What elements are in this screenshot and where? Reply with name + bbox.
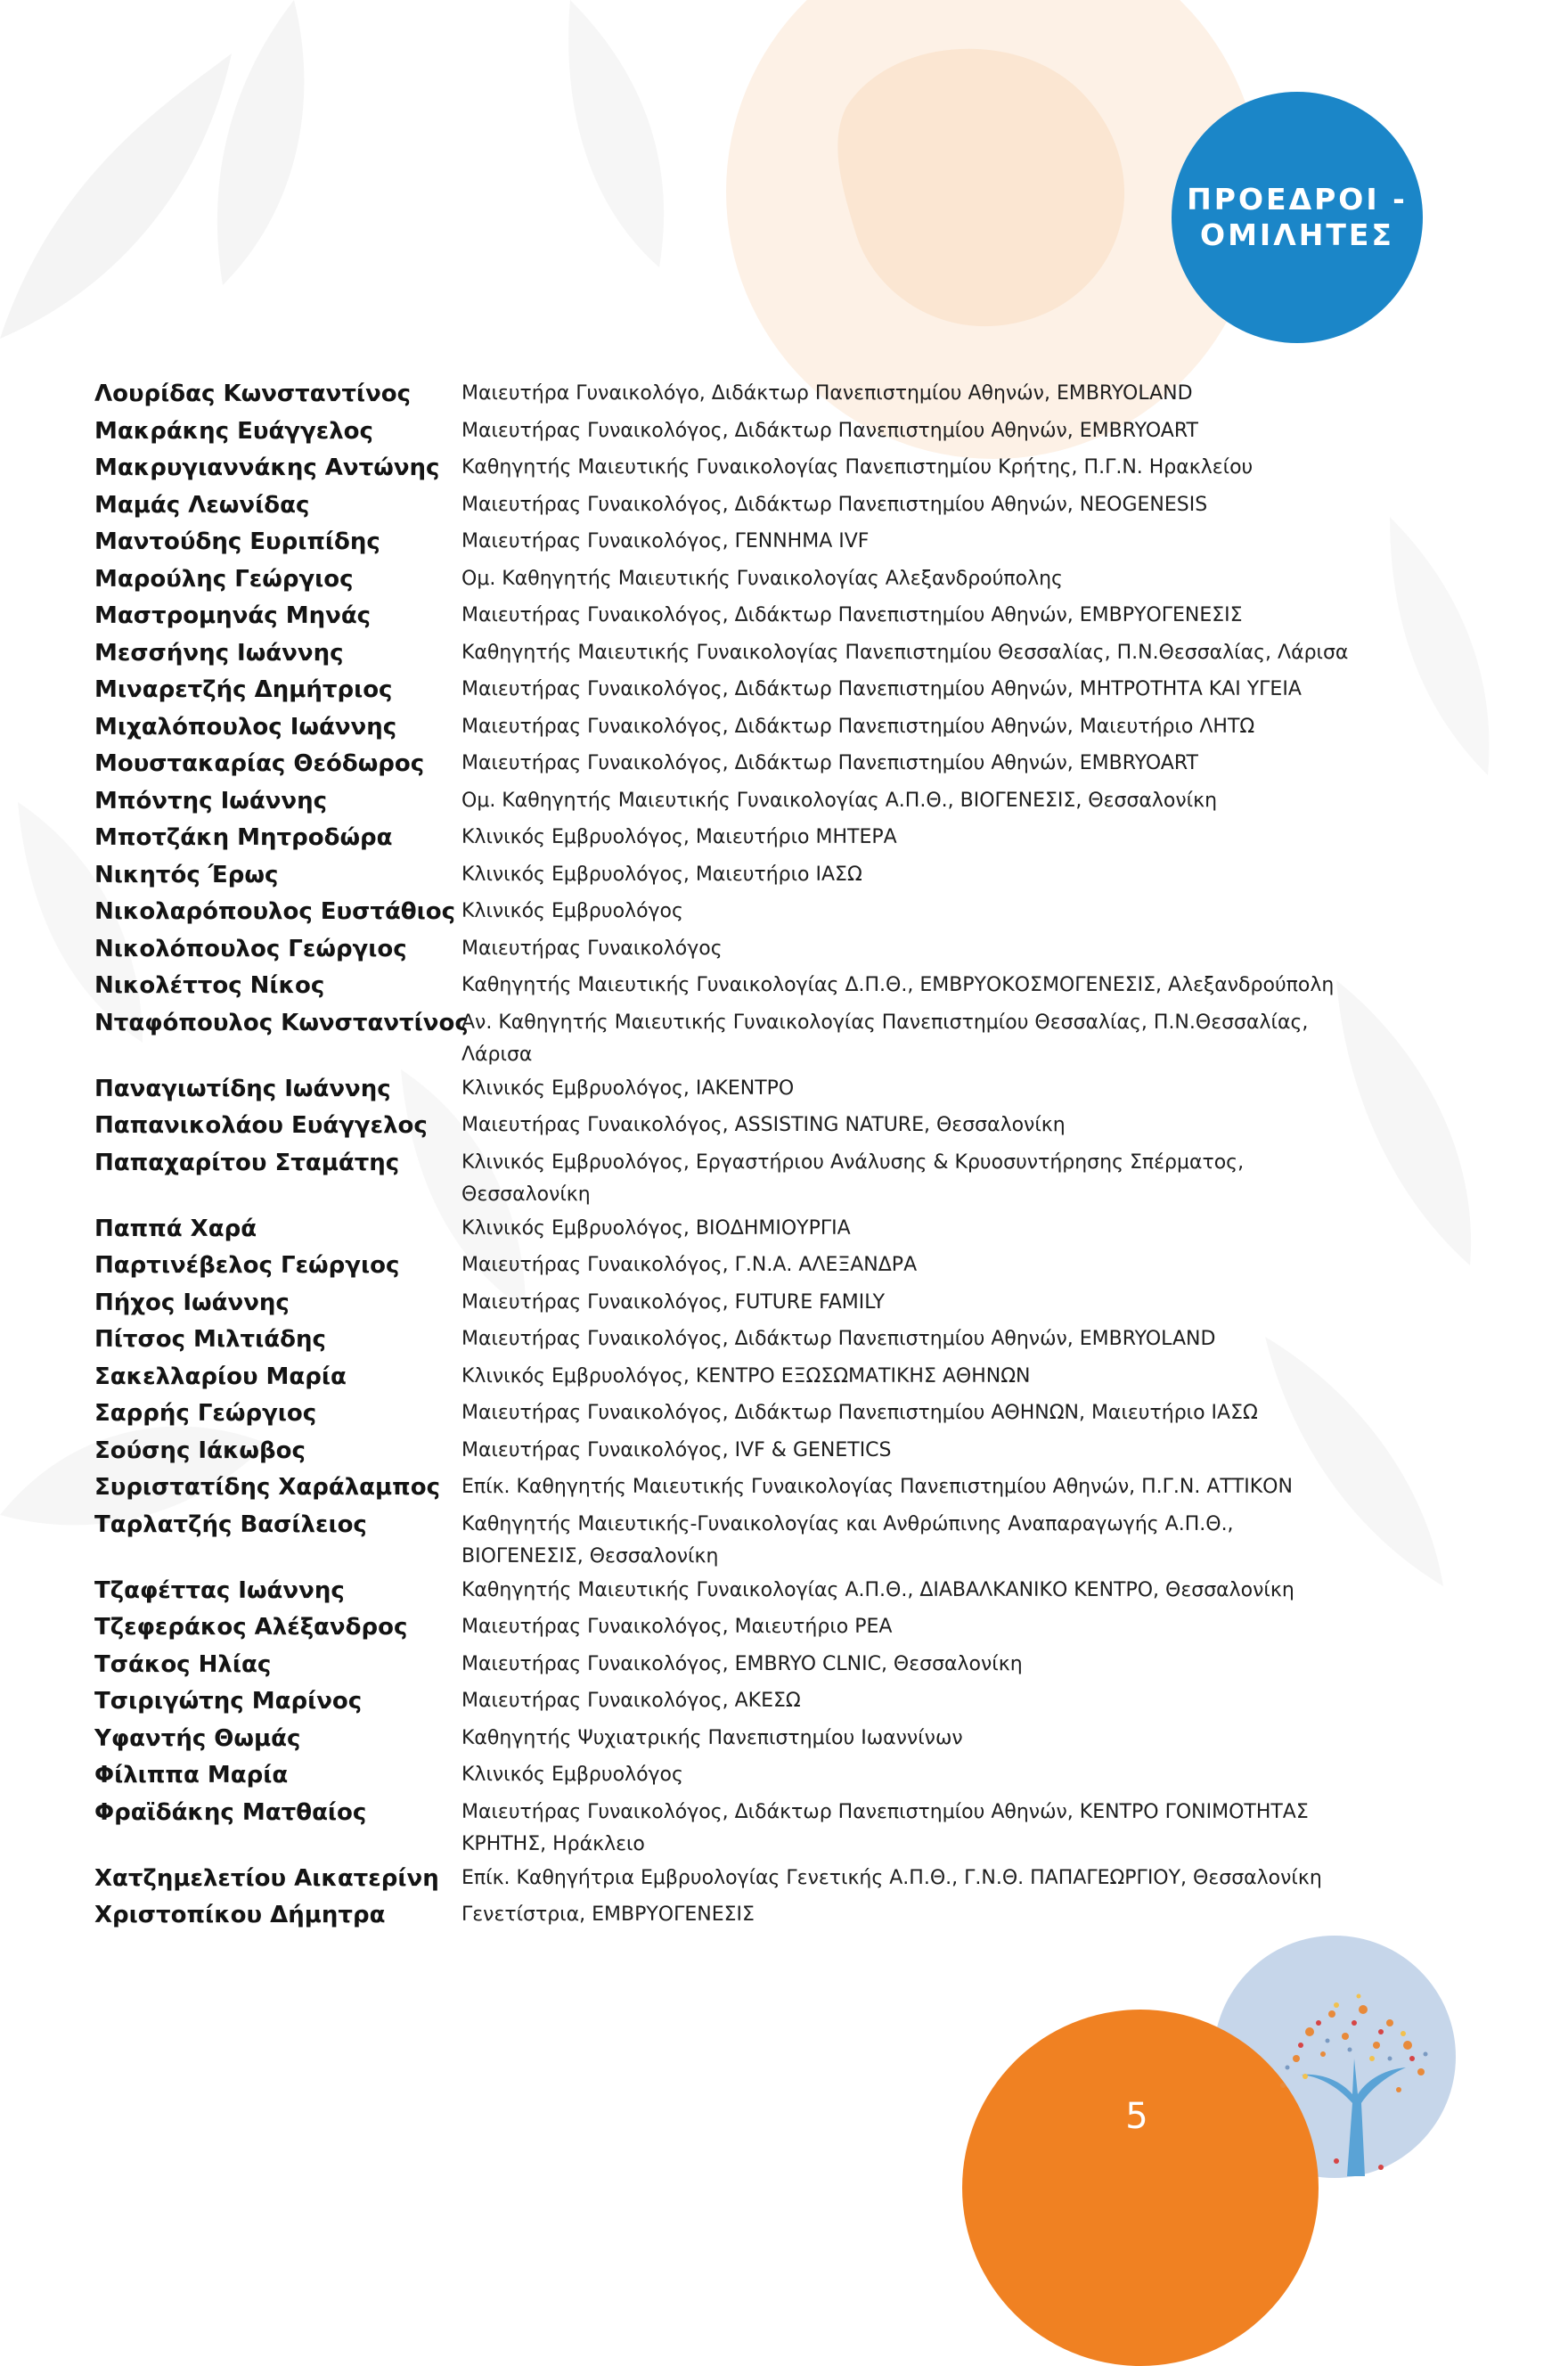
speaker-row: [94, 1005, 1360, 1071]
speaker-name: Νικητός Έρως: [94, 861, 279, 888]
speaker-affiliation: Μαιευτήρας Γυναικολόγος, Διδάκτωρ Πανεπιστημίου Αθηνών, ΚΕΝΤΡΟ ΓΟΝΙΜΟΤΗΤΑΣ ΚΡΗΤΗΣ, Ηράκλειο: [461, 1800, 1309, 1855]
speaker-affiliation: Γενετίστρια, ΕΜΒΡΥΟΓΕΝΕΣΙΣ: [461, 1903, 755, 1926]
speaker-affiliation: Επίκ. Καθηγητής Μαιευτικής Γυναικολογίας Πανεπιστημίου Αθηνών, Π.Γ.Ν. ΑΤΤΙΚΟΝ: [461, 1476, 1293, 1498]
speaker-name: Νικολόπουλος Γεώργιος: [94, 935, 407, 962]
speaker-row: [94, 1071, 1360, 1109]
speaker-name: Μιναρετζής Δημήτριος: [94, 676, 393, 703]
speaker-affiliation: Μαιευτήρας Γυναικολόγος, Γ.Ν.Α. ΑΛΕΞΑΝΔΡΑ: [461, 1254, 918, 1276]
speaker-name: Πήχος Ιωάννης: [94, 1289, 290, 1316]
speaker-row: [94, 1647, 1360, 1684]
speaker-affiliation: Μαιευτήρας Γυναικολόγος, Διδάκτωρ Πανεπιστημίου Αθηνών, EMBRYOLAND: [461, 1328, 1216, 1350]
speaker-row: [94, 1897, 1360, 1935]
speaker-row: [94, 746, 1360, 783]
speaker-row: [94, 672, 1360, 709]
speaker-row: [94, 561, 1360, 599]
speaker-row: [94, 1248, 1360, 1285]
speaker-affiliation: Μαιευτήρας Γυναικολόγος, Μαιευτήριο ΡΕΑ: [461, 1616, 893, 1638]
speaker-name: Σακελλαρίου Μαρία: [94, 1363, 347, 1390]
speaker-affiliation: Καθηγητής Ψυχιατρικής Πανεπιστημίου Ιωαννίνων: [461, 1726, 963, 1749]
speaker-affiliation: Καθηγητής Μαιευτικής Γυναικολογίας Δ.Π.Θ., ΕΜΒΡΥΟΚΟΣΜΟΓΕΝΕΣΙΣ, Αλεξανδρούπολη: [461, 974, 1335, 996]
speaker-name: Μακρυγιαννάκης Αντώνης: [94, 454, 440, 481]
speaker-name: Λουρίδας Κωνσταντίνος: [94, 381, 412, 407]
speaker-name: Τζεφεράκος Αλέξανδρος: [94, 1614, 408, 1641]
speaker-affiliation: Καθηγητής Μαιευτικής Γυναικολογίας Πανεπιστημίου Θεσσαλίας, Π.Ν.Θεσσαλίας, Λάρισα: [461, 641, 1349, 664]
speaker-row: [94, 1108, 1360, 1145]
speaker-name: Μακράκης Ευάγγελος: [94, 417, 373, 445]
speaker-name: Νικολέττος Νίκος: [94, 972, 325, 999]
speaker-affiliation: Κλινικός Εμβρυολόγος, Μαιευτήριο ΙΑΣΩ: [461, 863, 862, 886]
speaker-name: Χατζημελετίου Αικατερίνη: [94, 1864, 439, 1892]
speaker-row: [94, 1433, 1360, 1470]
speaker-row: [94, 1396, 1360, 1433]
speaker-name: Συριστατίδης Χαράλαμπος: [94, 1474, 440, 1501]
speaker-row: [94, 487, 1360, 525]
speaker-row: [94, 1795, 1360, 1861]
speaker-affiliation: Επίκ. Καθηγήτρια Εμβρυολογίας Γενετικής Α.Π.Θ., Γ.Ν.Θ. ΠΑΠΑΓΕΩΡΓΙΟΥ, Θεσσαλονίκη: [461, 1866, 1322, 1889]
speaker-row: [94, 783, 1360, 821]
speaker-row: [94, 820, 1360, 857]
speaker-row: [94, 450, 1360, 487]
speaker-affiliation: Μαιευτήρας Γυναικολόγος, ΓΕΝΝΗΜΑ IVF: [461, 530, 870, 553]
speaker-name: Τσάκος Ηλίας: [94, 1650, 272, 1678]
speaker-affiliation: Μαιευτήρας Γυναικολόγος, FUTURE FAMILY: [461, 1290, 886, 1314]
speaker-affiliation: Καθηγητής Μαιευτικής-Γυναικολογίας και Ανθρώπινης Αναπαραγωγής Α.Π.Θ., ΒΙΟΓΕΝΕΣΙΣ, Θεσσαλονίκη: [461, 1512, 1234, 1568]
speaker-name: Παππά Χαρά: [94, 1215, 257, 1242]
speaker-affiliation: Καθηγητής Μαιευτικής Γυναικολογίας Α.Π.Θ., ΔΙΑΒΑΛΚΑΝΙΚΟ ΚΕΝΤΡΟ, Θεσσαλονίκη: [461, 1578, 1294, 1601]
speaker-roster: [94, 376, 1360, 1935]
speaker-name: Φραϊδάκης Ματθαίος: [94, 1798, 367, 1826]
speaker-name: Τσιριγώτης Μαρίνος: [94, 1688, 363, 1715]
speaker-affiliation: Καθηγητής Μαιευτικής Γυναικολογίας Πανεπιστημίου Κρήτης, Π.Γ.Ν. Ηρακλείου: [461, 456, 1254, 479]
speaker-name: Μουστακαρίας Θεόδωρος: [94, 750, 425, 777]
speaker-name: Μαμάς Λεωνίδας: [94, 491, 310, 519]
speaker-affiliation: Μαιευτήρας Γυναικολόγος, ASSISTING NATURE, Θεσσαλονίκη: [461, 1114, 1066, 1136]
speaker-name: Μιχαλόπουλος Ιωάννης: [94, 713, 397, 741]
speaker-row: [94, 1285, 1360, 1322]
speaker-row: [94, 1573, 1360, 1610]
speaker-name: Μαστρομηνάς Μηνάς: [94, 602, 372, 629]
speaker-row: [94, 524, 1360, 561]
speaker-name: Ταρλατζής Βασίλειος: [94, 1510, 367, 1538]
speaker-name: Παπαχαρίτου Σταμάτης: [94, 1149, 400, 1176]
speaker-affiliation: Μαιευτήρας Γυναικολόγος, Διδάκτωρ Πανεπιστημίου ΑΘΗΝΩΝ, Μαιευτήριο ΙΑΣΩ: [461, 1402, 1258, 1424]
speaker-row: [94, 1507, 1360, 1573]
speaker-name: Παναγιωτίδης Ιωάννης: [94, 1075, 391, 1102]
speaker-row: [94, 598, 1360, 635]
speaker-affiliation: Μαιευτήρας Γυναικολόγος, Διδάκτωρ Πανεπιστημίου Αθηνών, ΜΗΤΡΟΤΗΤΑ ΚΑΙ ΥΓΕΙΑ: [461, 678, 1302, 700]
speaker-row: [94, 376, 1360, 413]
speaker-affiliation: Μαιευτήρας Γυναικολόγος, IVF & GENETICS: [461, 1438, 892, 1461]
speaker-name: Μαντούδης Ευριπίδης: [94, 528, 380, 555]
speaker-affiliation: Κλινικός Εμβρυολόγος, Μαιευτήριο ΜΗΤΕΡΑ: [461, 826, 897, 848]
speaker-name: Μεσσήνης Ιωάννης: [94, 639, 344, 667]
speaker-affiliation: Κλινικός Εμβρυολόγος, ΒΙΟΔΗΜΙΟΥΡΓΙΑ: [461, 1216, 851, 1240]
speaker-row: [94, 1145, 1360, 1211]
speaker-name: Μπόντης Ιωάννης: [94, 787, 328, 815]
speaker-row: [94, 1757, 1360, 1795]
speaker-name: Πίτσος Μιλτιάδης: [94, 1326, 326, 1353]
section-title-line1: ΠΡΟΕΔΡΟΙ -: [1187, 182, 1408, 217]
speaker-affiliation: Μαιευτήρας Γυναικολόγος, Διδάκτωρ Πανεπιστημίου Αθηνών, NEOGENESIS: [461, 493, 1208, 516]
speaker-affiliation: Μαιευτήρας Γυναικολόγος: [461, 937, 723, 960]
speaker-name: Τζαφέττας Ιωάννης: [94, 1576, 345, 1604]
speaker-affiliation: Μαιευτήρας Γυναικολόγος, Διδάκτωρ Πανεπιστημίου Αθηνών, Μαιευτήριο ΛΗΤΩ: [461, 715, 1255, 738]
speaker-row: [94, 1609, 1360, 1647]
speaker-name: Φίλιππα Μαρία: [94, 1762, 289, 1789]
speaker-name: Υφαντής Θωμάς: [94, 1724, 301, 1752]
speaker-row: [94, 931, 1360, 969]
speaker-row: [94, 709, 1360, 747]
speaker-affiliation: Κλινικός Εμβρυολόγος, ΚΕΝΤΡΟ ΕΞΩΣΩΜΑΤΙΚΗΣ ΑΘΗΝΩΝ: [461, 1364, 1031, 1388]
speaker-name: Σούσης Ιάκωβος: [94, 1437, 306, 1464]
speaker-row: [94, 413, 1360, 451]
speaker-row: [94, 1861, 1360, 1898]
speaker-name: Νικολαρόπουλος Ευστάθιος: [94, 898, 456, 925]
speaker-row: [94, 857, 1360, 895]
speaker-name: Παπανικολάου Ευάγγελος: [94, 1112, 428, 1139]
speaker-affiliation: Κλινικός Εμβρυολόγος, Εργαστήριου Ανάλυσης & Κρυοσυντήρησης Σπέρματος, Θεσσαλονίκη: [461, 1150, 1245, 1206]
speaker-name: Παρτινέβελος Γεώργιος: [94, 1252, 400, 1279]
speaker-affiliation: Ομ. Καθηγητής Μαιευτικής Γυναικολογίας Αλεξανδρούπολης: [461, 567, 1063, 590]
speaker-affiliation: Μαιευτήρας Γυναικολόγος, EMBRYO CLNIC, Θεσσαλονίκη: [461, 1652, 1023, 1675]
speaker-affiliation: Μαιευτήρας Γυναικολόγος, Διδάκτωρ Πανεπιστημίου Αθηνών, ΕΜΒΡΥΟΓΕΝΕΣΙΣ: [461, 604, 1243, 626]
speaker-row: [94, 1721, 1360, 1758]
speaker-affiliation: Κλινικός Εμβρυολόγος: [461, 1764, 683, 1786]
speaker-row: [94, 1211, 1360, 1248]
speaker-row: [94, 894, 1360, 931]
speaker-affiliation: Αν. Καθηγητής Μαιευτικής Γυναικολογίας Πανεπιστημίου Θεσσαλίας, Π.Ν.Θεσσαλίας, Λάρισα: [461, 1011, 1309, 1066]
section-title-badge: [1172, 92, 1423, 343]
tree-logo-icon: [1247, 1969, 1461, 2183]
speaker-name: Σαρρής Γεώργιος: [94, 1400, 317, 1427]
speaker-row: [94, 1470, 1360, 1507]
speaker-affiliation: Κλινικός Εμβρυολόγος: [461, 900, 683, 922]
speaker-name: Χριστοπίκου Δήμητρα: [94, 1902, 386, 1928]
speaker-affiliation: Μαιευτήρας Γυναικολόγος, Διδάκτωρ Πανεπιστημίου Αθηνών, EMBRYOART: [461, 752, 1198, 774]
section-title-line2: ΟΜΙΛΗΤΕΣ: [1200, 217, 1394, 252]
speaker-row: [94, 1322, 1360, 1359]
speaker-name: Νταφόπουλος Κωνσταντίνος: [94, 1009, 469, 1036]
speaker-row: [94, 968, 1360, 1005]
page-number: 5: [1125, 2096, 1148, 2137]
speaker-affiliation: Μαιευτήρας Γυναικολόγος, Διδάκτωρ Πανεπιστημίου Αθηνών, EMBRYOART: [461, 419, 1198, 442]
speaker-affiliation: Ομ. Καθηγητής Μαιευτικής Γυναικολογίας Α.Π.Θ., ΒΙΟΓΕΝΕΣΙΣ, Θεσσαλονίκη: [461, 789, 1218, 812]
speaker-row: [94, 1359, 1360, 1396]
speaker-affiliation: Μαιευτήρας Γυναικολόγος, ΑΚΕΣΩ: [461, 1690, 801, 1712]
speaker-name: Μποτζάκη Μητροδώρα: [94, 824, 393, 851]
speaker-affiliation: Κλινικός Εμβρυολόγος, ΙΑΚΕΝΤΡΟ: [461, 1077, 795, 1100]
speaker-row: [94, 635, 1360, 673]
speaker-name: Μαρούλης Γεώργιος: [94, 565, 354, 593]
speaker-row: [94, 1683, 1360, 1721]
speaker-affiliation: Μαιευτήρα Γυναικολόγο, Διδάκτωρ Πανεπιστημίου Αθηνών, EMBRYOLAND: [461, 382, 1193, 405]
